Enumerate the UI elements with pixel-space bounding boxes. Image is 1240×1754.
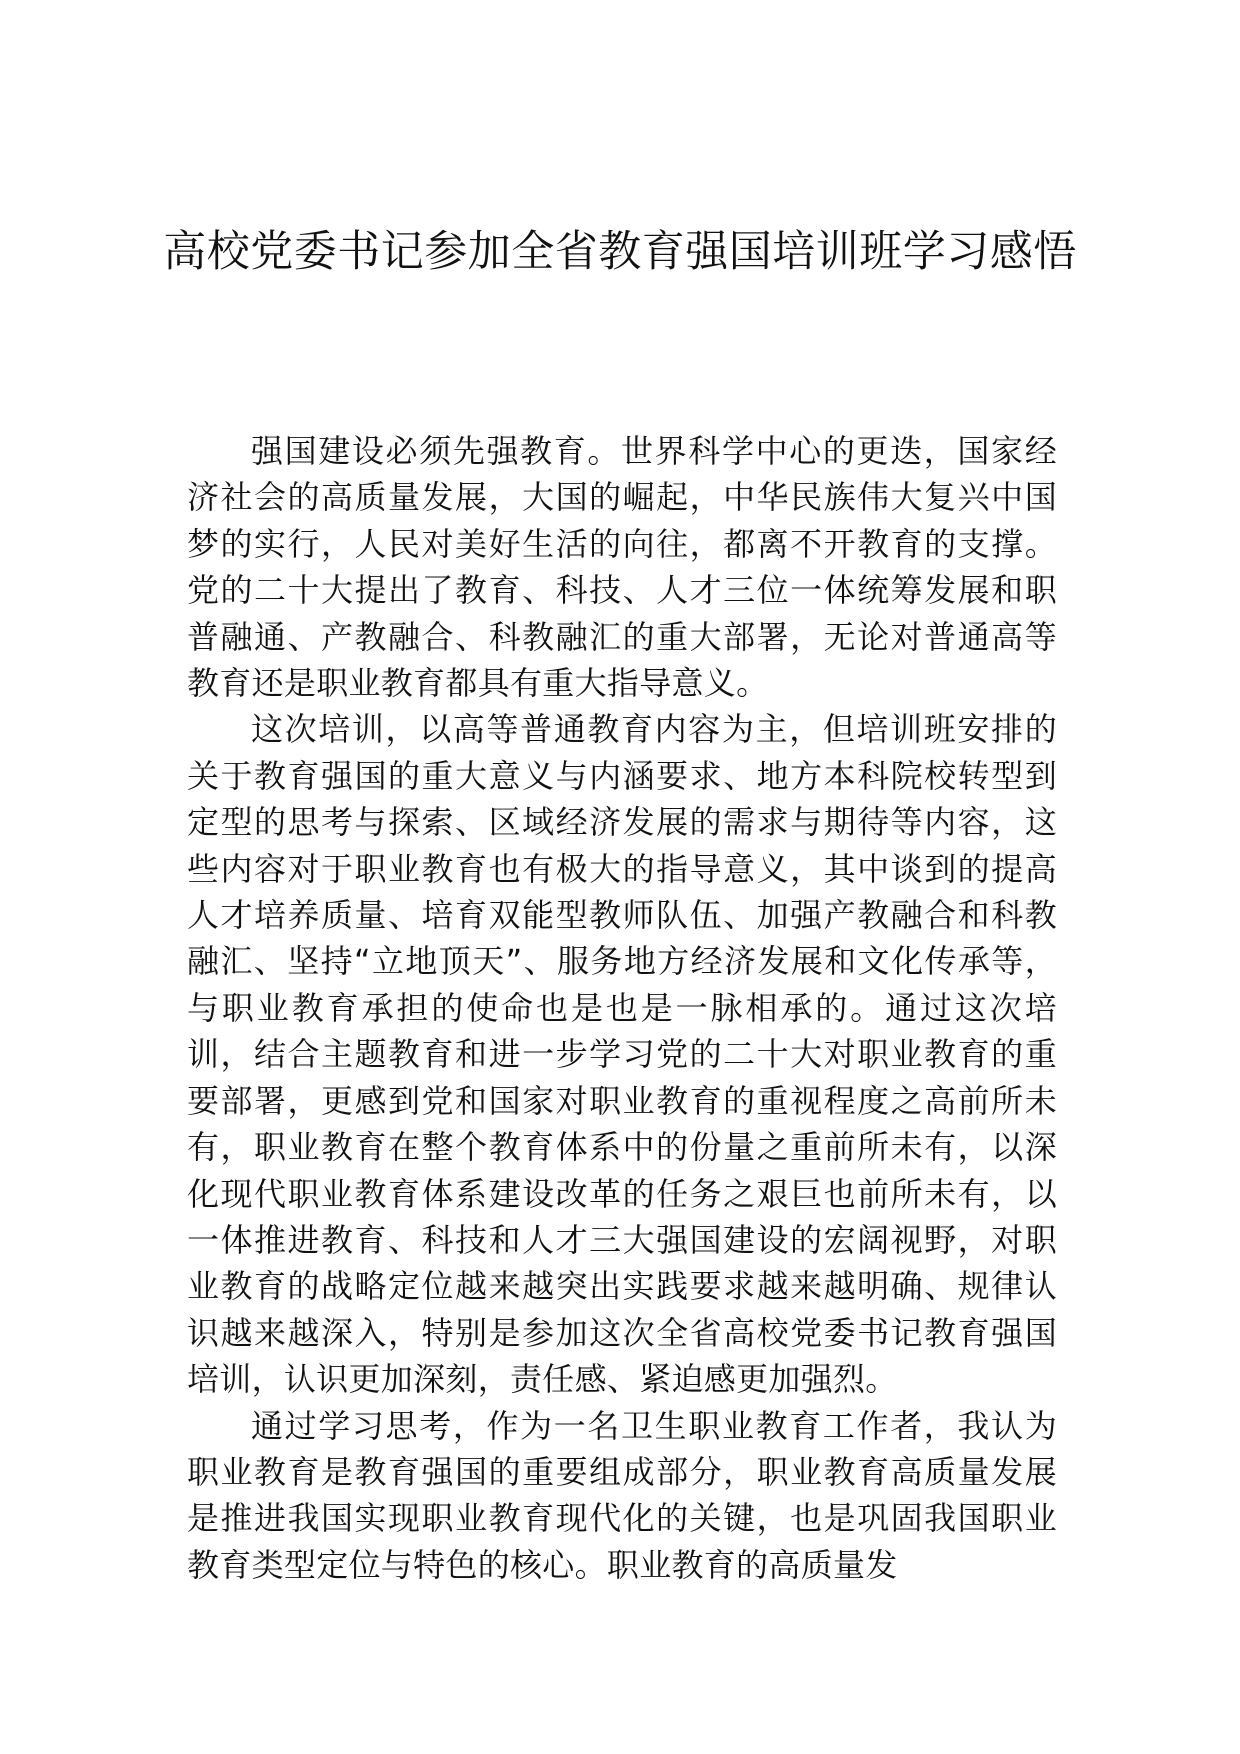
paragraph-2: 这次培训，以高等普通教育内容为主，但培训班安排的关于教育强国的重大意义与内涵要求、地方本科院校转型到定型的思考与探索、区域经济发展的需求与期待等内容，这些内容对于职业教育也有极大的指导意义，其中谈到的提高人才培养质量、培育双能型教师队伍、加强产教融合和科教融汇、坚持“立地顶天”、服务地方经济发展和文化传承等，与职业教育承担的使命也是也是一脉相承的。通过这次培训，结合主题教育和进一步学习党的二十大对职业教育的重要部署，更感到党和国家对职业教育的重视程度之高前所未有，职业教育在整个教育体系中的份量之重前所未有，以深化现代职业教育体系建设改革的任务之艰巨也前所未有，以一体推进教育、科技和人才三大强国建设的宏阔视野，对职业教育的战略定位越来越突出实践要求越来越明确、规律认识越来越深入，特别是参加这次全省高校党委书记教育强国培训，认识更加深刻，责任感、紧迫感更加强烈。 bbox=[187, 710, 1057, 1399]
document-title: 高校党委书记参加全省教育强国培训班学习感悟 bbox=[163, 227, 1077, 277]
document-body bbox=[187, 428, 1057, 1588]
paragraph-3: 通过学习思考，作为一名卫生职业教育工作者，我认为职业教育是教育强国的重要组成部分，职业教育高质量发展是推进我国实现职业教育现代化的关键，也是巩固我国职业教育类型定位与特色的核心。职业教育的高质量发 bbox=[187, 1406, 1057, 1584]
paragraph-1: 强国建设必须先强教育。世界科学中心的更迭，国家经济社会的高质量发展，大国的崛起，中华民族伟大复兴中国梦的实行，人民对美好生活的向往，都离不开教育的支撑。党的二十大提出了教育、科技、人才三位一体统筹发展和职普融通、产教融合、科教融汇的重大部署，无论对普通高等教育还是职业教育都具有重大指导意义。 bbox=[187, 432, 1057, 703]
